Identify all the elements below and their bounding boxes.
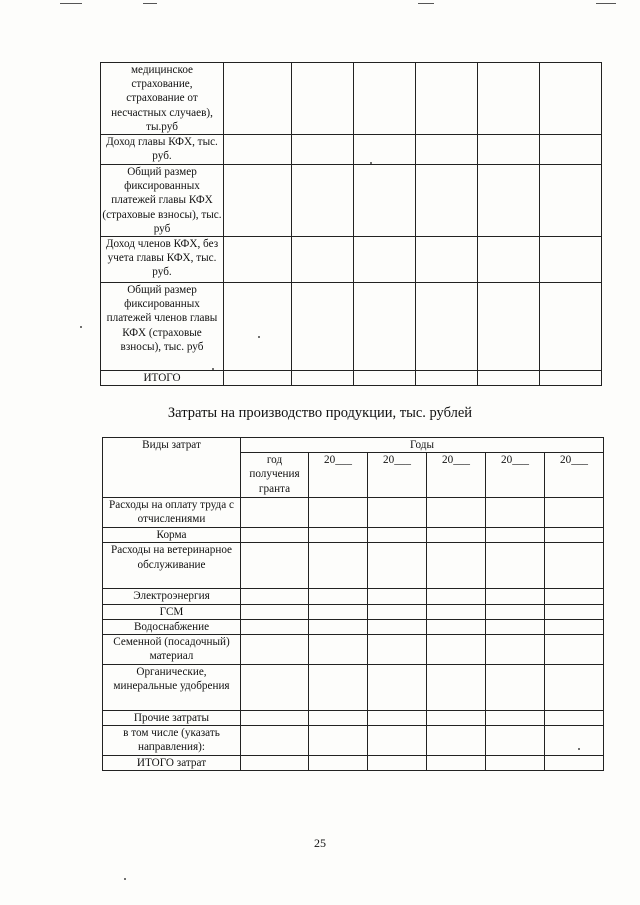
row-label: Общий размер фиксированных платежей членов главы КФХ (страховые взносы), тыс. руб [101, 283, 224, 371]
empty-cell [224, 135, 292, 165]
empty-cell [354, 371, 416, 386]
empty-cell [224, 165, 292, 237]
empty-cell [486, 589, 545, 604]
row-label: Расходы на ветеринарное обслуживание [103, 543, 241, 589]
empty-cell [354, 283, 416, 371]
header-year: 20___ [309, 453, 368, 498]
table-row [103, 589, 604, 604]
empty-cell [368, 635, 427, 665]
scan-speck [212, 368, 214, 370]
empty-cell [368, 543, 427, 589]
empty-cell [368, 726, 427, 756]
table-row [103, 665, 604, 711]
empty-cell [416, 371, 478, 386]
production-costs-table [102, 437, 604, 771]
table-caption: Затраты на производство продукции, тыс. рублей [167, 405, 473, 421]
empty-cell [292, 165, 354, 237]
table-row [103, 619, 604, 634]
empty-cell [427, 543, 486, 589]
scan-artifact [60, 3, 82, 4]
table-row [101, 371, 602, 386]
scan-speck [258, 336, 260, 338]
scan-speck [80, 326, 82, 328]
empty-cell [368, 619, 427, 634]
empty-cell [427, 726, 486, 756]
empty-cell [416, 283, 478, 371]
row-label: Доход главы КФХ, тыс. руб. [101, 135, 224, 165]
empty-cell [368, 589, 427, 604]
empty-cell [540, 237, 602, 283]
empty-cell [241, 604, 309, 619]
empty-cell [427, 756, 486, 771]
empty-cell [241, 756, 309, 771]
empty-cell [292, 237, 354, 283]
table-row [103, 604, 604, 619]
empty-cell [241, 543, 309, 589]
empty-cell [545, 604, 604, 619]
empty-cell [309, 665, 368, 711]
empty-cell [486, 711, 545, 726]
table-row [101, 165, 602, 237]
row-label: Электроэнергия [103, 589, 241, 604]
header-year: 20___ [486, 453, 545, 498]
empty-cell [545, 619, 604, 634]
empty-cell [540, 371, 602, 386]
empty-cell [354, 135, 416, 165]
row-label: Расходы на оплату труда с отчислениями [103, 498, 241, 528]
scan-speck [124, 878, 126, 880]
empty-cell [224, 283, 292, 371]
empty-cell [309, 498, 368, 528]
empty-cell [309, 726, 368, 756]
empty-cell [368, 711, 427, 726]
payments-table [100, 62, 602, 386]
row-label: Органические, минеральные удобрения [103, 665, 241, 711]
table-row [103, 543, 604, 589]
row-label: ИТОГО затрат [103, 756, 241, 771]
empty-cell [486, 498, 545, 528]
empty-cell [292, 63, 354, 135]
empty-cell [416, 63, 478, 135]
scan-speck [370, 162, 372, 164]
empty-cell [427, 604, 486, 619]
empty-cell [486, 528, 545, 543]
empty-cell [478, 63, 540, 135]
empty-cell [292, 371, 354, 386]
row-label: медицинское страхование, страхование от несчастных случаев), ты.руб [101, 63, 224, 135]
empty-cell [292, 135, 354, 165]
empty-cell [241, 589, 309, 604]
empty-cell [545, 756, 604, 771]
empty-cell [545, 665, 604, 711]
production-costs-body [103, 498, 604, 771]
empty-cell [427, 711, 486, 726]
empty-cell [241, 528, 309, 543]
empty-cell [540, 165, 602, 237]
empty-cell [224, 237, 292, 283]
table-row [103, 726, 604, 756]
header-years: Годы [241, 438, 604, 453]
row-label: в том числе (указать направления): [103, 726, 241, 756]
empty-cell [241, 665, 309, 711]
empty-cell [368, 604, 427, 619]
empty-cell [241, 498, 309, 528]
empty-cell [368, 665, 427, 711]
empty-cell [478, 165, 540, 237]
empty-cell [545, 528, 604, 543]
empty-cell [309, 589, 368, 604]
empty-cell [354, 63, 416, 135]
row-label: Общий размер фиксированных платежей главы КФХ (страховые взносы), тыс. руб [102, 166, 222, 235]
row-label: Доход членов КФХ, без учета главы КФХ, тыс. руб. [101, 237, 224, 283]
table-row [103, 635, 604, 665]
empty-cell [427, 589, 486, 604]
empty-cell [545, 726, 604, 756]
empty-cell [309, 619, 368, 634]
empty-cell [486, 635, 545, 665]
table-row [103, 528, 604, 543]
empty-cell [486, 604, 545, 619]
empty-cell [368, 528, 427, 543]
empty-cell [545, 711, 604, 726]
table-row [101, 63, 602, 135]
empty-cell [224, 63, 292, 135]
empty-cell [478, 371, 540, 386]
empty-cell [486, 756, 545, 771]
empty-cell [540, 135, 602, 165]
table-row [103, 711, 604, 726]
page-number: 25 [314, 836, 326, 850]
empty-cell [309, 604, 368, 619]
empty-cell [486, 726, 545, 756]
table-row [103, 756, 604, 771]
empty-cell [427, 498, 486, 528]
empty-cell [427, 665, 486, 711]
empty-cell [427, 528, 486, 543]
header-year: 20___ [545, 453, 604, 498]
empty-cell [416, 237, 478, 283]
row-label: ИТОГО [101, 371, 224, 386]
empty-cell [368, 756, 427, 771]
empty-cell [224, 371, 292, 386]
empty-cell [545, 589, 604, 604]
row-label: Водоснабжение [103, 619, 241, 634]
empty-cell [486, 619, 545, 634]
empty-cell [540, 283, 602, 371]
row-label: Семенной (посадочный) материал [103, 635, 241, 665]
table-row [101, 135, 602, 165]
empty-cell [427, 619, 486, 634]
table-row [101, 237, 602, 283]
empty-cell [368, 498, 427, 528]
empty-cell [545, 543, 604, 589]
header-cost-type: Виды затрат [103, 438, 241, 498]
scan-artifact [596, 3, 616, 4]
scan-artifact [143, 3, 157, 4]
empty-cell [241, 711, 309, 726]
empty-cell [241, 635, 309, 665]
empty-cell [540, 63, 602, 135]
header-year: 20___ [427, 453, 486, 498]
row-label: Прочие затраты [103, 711, 241, 726]
empty-cell [354, 165, 416, 237]
empty-cell [478, 237, 540, 283]
empty-cell [486, 665, 545, 711]
empty-cell [478, 135, 540, 165]
empty-cell [309, 711, 368, 726]
header-year: 20___ [368, 453, 427, 498]
payments-table-body [101, 63, 602, 386]
empty-cell [309, 635, 368, 665]
empty-cell [241, 726, 309, 756]
table-row [101, 283, 602, 371]
empty-cell [241, 619, 309, 634]
empty-cell [292, 283, 354, 371]
empty-cell [309, 528, 368, 543]
empty-cell [416, 135, 478, 165]
empty-cell [486, 543, 545, 589]
empty-cell [416, 165, 478, 237]
table-row [103, 498, 604, 528]
empty-cell [545, 635, 604, 665]
empty-cell [309, 756, 368, 771]
empty-cell [478, 283, 540, 371]
header-grant-year: год получения гранта [241, 453, 309, 498]
scan-artifact [418, 3, 434, 4]
empty-cell [427, 635, 486, 665]
empty-cell [309, 543, 368, 589]
row-label: ГСМ [103, 604, 241, 619]
row-label: Корма [103, 528, 241, 543]
empty-cell [354, 237, 416, 283]
scan-speck [578, 748, 580, 750]
empty-cell [545, 498, 604, 528]
